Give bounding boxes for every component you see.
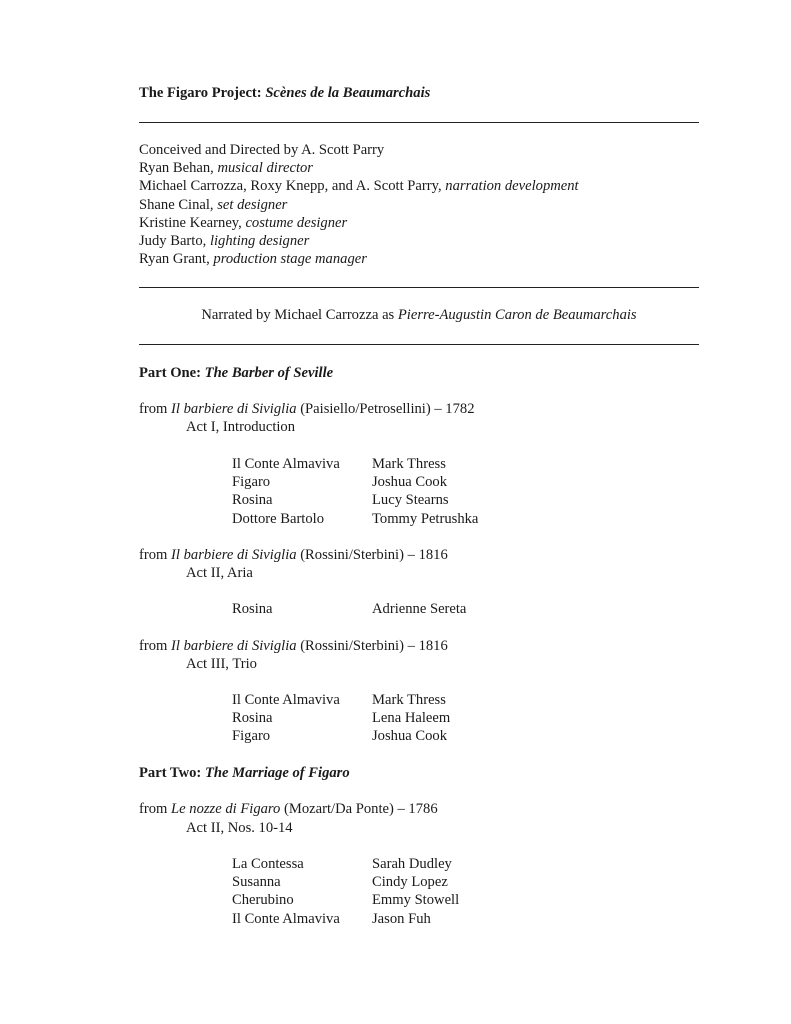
cast-row: Rosina Lena Haleem: [232, 710, 451, 727]
excerpt-source: from Le nozze di Figaro (Mozart/Da Ponte) – 1786: [139, 801, 438, 817]
excerpt-source: from Il barbiere di Siviglia (Rossini/Sterbini) – 1816: [139, 547, 448, 563]
excerpt-source: from Il barbiere di Siviglia (Paisiello/Petrosellini) – 1782: [139, 401, 475, 417]
cast-row: La Contessa Sarah Dudley: [232, 856, 452, 872]
divider-rule: [139, 287, 699, 288]
excerpt-section: Act II, Nos. 10-14: [186, 820, 293, 836]
part-one-heading: Part One: The Barber of Seville: [139, 365, 334, 381]
credit-line: Judy Barto, lighting designer: [139, 232, 310, 249]
title-prefix: The Figaro Project:: [139, 85, 266, 101]
program-title: [139, 84, 430, 102]
cast-list: [232, 691, 450, 746]
cast-row: Rosina Adrienne Sereta: [232, 601, 467, 617]
excerpt-section: Act I, Introduction: [186, 419, 296, 435]
cast-row: Il Conte Almaviva Jason Fuh: [232, 910, 431, 927]
cast-row: Il Conte Almaviva Mark Thress: [232, 456, 446, 472]
divider-rule: [139, 122, 699, 123]
credit-line: Michael Carrozza, Roxy Knepp, and A. Scott Parry, narration development: [139, 178, 579, 195]
credit-line: Conceived and Directed by A. Scott Parry: [139, 142, 385, 158]
cast-row: Il Conte Almaviva Mark Thress: [232, 692, 446, 708]
cast-row: Dottore Bartolo Tommy Petrushka: [232, 510, 479, 527]
cast-row: Cherubino Emmy Stowell: [232, 892, 460, 909]
title-italic: Scènes de la Beaumarchais: [265, 85, 431, 101]
cast-list: [232, 855, 459, 928]
credit-line: Ryan Behan, musical director: [139, 160, 313, 177]
credit-line: Kristine Kearney, costume designer: [139, 214, 348, 231]
divider-rule: [139, 344, 699, 345]
credits-block: [139, 141, 579, 268]
excerpt-source: from Il barbiere di Siviglia (Rossini/Sterbini) – 1816: [139, 638, 448, 654]
part-two-heading: Part Two: The Marriage of Figaro: [139, 765, 350, 781]
excerpt-section: Act III, Trio: [186, 656, 257, 672]
cast-row: Rosina Lucy Stearns: [232, 492, 449, 509]
excerpt-section: Act II, Aria: [186, 565, 253, 581]
cast-list: [232, 600, 466, 618]
cast-row: Figaro Joshua Cook: [232, 728, 447, 745]
narrator-line: Narrated by Michael Carrozza as Pierre-Augustin Caron de Beaumarchais: [201, 307, 637, 323]
cast-row: Figaro Joshua Cook: [232, 474, 447, 491]
credit-line: Shane Cinal, set designer: [139, 196, 288, 213]
cast-row: Susanna Cindy Lopez: [232, 874, 448, 891]
credit-line: Ryan Grant, production stage manager: [139, 251, 367, 268]
cast-list: [232, 455, 478, 528]
